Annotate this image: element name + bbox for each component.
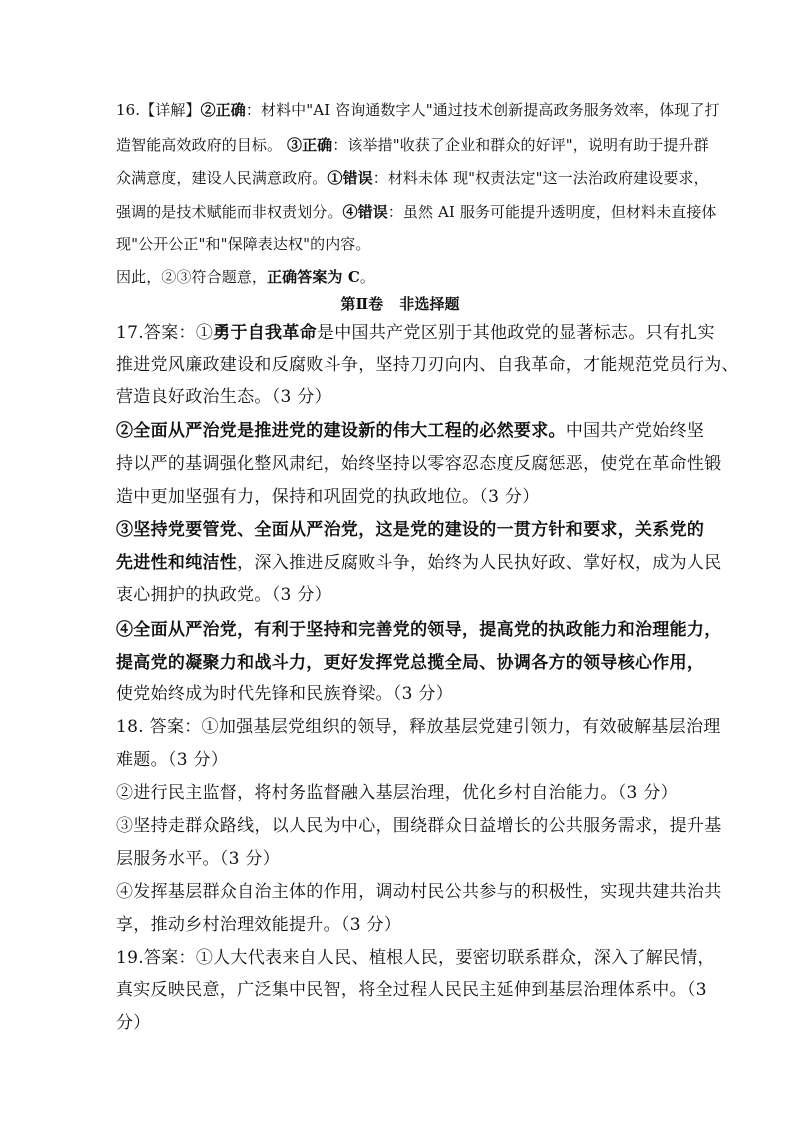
q16-wrong-1: ①错误 xyxy=(327,169,373,187)
q17-text: 是中国共产党区别于其他政党的显著标志。只有扎实 xyxy=(316,323,715,343)
q16-text: ：材料未体 现"权责法定"这一法治政府建设要求， xyxy=(372,169,709,187)
q19-line-1: 19.答案：①人大代表来自人民、植根人民，要密切联系群众，深入了解民情， xyxy=(116,948,715,968)
q16-text: 强调的是技术赋能而非权责划分。 xyxy=(116,203,343,221)
q16-line-3 xyxy=(116,171,709,186)
q18-line-7: 享，推动乡村治理效能提升。（3 分） xyxy=(116,915,402,935)
q16-line-4 xyxy=(116,205,717,220)
q16-prefix: 16.【详解】 xyxy=(116,101,201,119)
q17-line-2: 推进党风廉政建设和反腐败斗争，坚持刀刃向内、自我革命，才能规范党员行为、 xyxy=(116,355,739,375)
q18-line-6: ④发挥基层群众自治主体的作用，调动村民公共参与的积极性，实现共建共治共 xyxy=(116,882,722,902)
q17-key-point: 先进性和纯洁性 xyxy=(116,553,238,573)
q16-text: ：材料中"AI 咨询通数字人"通过技术创新提高政务服务效率，体现了打 xyxy=(245,101,720,119)
q17-text: 中国共产党始终坚 xyxy=(565,421,705,441)
q16-wrong-4: ④错误 xyxy=(342,203,388,221)
q17-line-8 xyxy=(116,555,722,572)
q17-line-1 xyxy=(116,325,715,342)
q16-line-6 xyxy=(116,270,375,285)
q18-line-1: 18. 答案：①加强基层党组织的领导，释放基层党建引领力，有效破解基层治理 xyxy=(116,717,721,737)
q17-line-3: 营造良好政治生态。（3 分） xyxy=(116,387,332,407)
q17-prefix: 17.答案：① xyxy=(116,323,214,343)
q16-text: 。 xyxy=(359,268,375,286)
q16-text: 因此，②③符合题意， xyxy=(116,268,268,286)
q18-line-5: 层服务水平。（3 分） xyxy=(116,849,281,869)
q19-line-2: 真实反映民意，广泛集中民智，将全过程人民民主延伸到基层治理体系中。（3 xyxy=(116,980,707,1000)
q16-line-2 xyxy=(116,138,709,153)
section-title: 第Ⅱ卷 非选择题 xyxy=(340,295,460,313)
q16-text: ：虽然 AI 服务可能提升透明度，但材料未直接体 xyxy=(387,203,717,221)
q17-text: ，深入推进反腐败斗争，始终为人民执好政、掌好权，成为人民 xyxy=(237,553,722,573)
q16-text: 造智能高效政府的目标。 xyxy=(116,136,287,154)
q17-line-12: 使党始终成为时代先锋和民族脊梁。（3 分） xyxy=(116,684,454,704)
q18-line-4: ③坚持走群众路线，以人民为中心，围绕群众日益增长的公共服务需求，提升基 xyxy=(116,816,722,836)
q16-correct-2: ②正确 xyxy=(200,101,246,119)
q19-line-3: 分） xyxy=(116,1013,151,1033)
q17-line-10: ④全面从严治党，有利于坚持和完善党的领导，提高党的执政能力和治理能力， xyxy=(116,620,722,640)
q17-line-7: ③坚持党要管党、全面从严治党，这是党的建设的一贯方针和要求，关系党的 xyxy=(116,520,705,540)
q17-line-9: 衷心拥护的执政党。（3 分） xyxy=(116,585,332,605)
q16-correct-3: ③正确 xyxy=(286,136,333,154)
q16-line-1 xyxy=(116,103,720,118)
q17-line-11: 提高党的凝聚力和战斗力，更好发挥党总揽全局、协调各方的领导核心作用， xyxy=(116,653,705,673)
q17-key-point: 勇于自我革命 xyxy=(213,323,317,343)
q16-line-5: 现"公开公正"和"保障表达权"的内容。 xyxy=(116,235,371,253)
q16-text: 众满意度，建设人民满意政府。 xyxy=(116,169,328,187)
q16-text: ：该举措"收获了企业和群众的好评"，说明有助于提升群 xyxy=(332,136,709,154)
q17-line-5: 持以严的基调强化整风肃纪，始终坚持以零容忍态度反腐惩恶，使党在革命性锻 xyxy=(116,454,722,474)
q16-answer: 正确答案为 C xyxy=(267,268,360,286)
q18-line-2: 难题。（3 分） xyxy=(116,750,229,770)
q17-line-4 xyxy=(116,423,704,440)
q18-line-3: ②进行民主监督，将村务监督融入基层治理，优化乡村自治能力。（3 分） xyxy=(116,783,678,803)
q17-line-6: 造中更加坚强有力，保持和巩固党的执政地位。（3 分） xyxy=(116,487,540,507)
q17-key-point: ②全面从严治党是推进党的建设新的伟大工程的必然要求。 xyxy=(116,421,566,441)
